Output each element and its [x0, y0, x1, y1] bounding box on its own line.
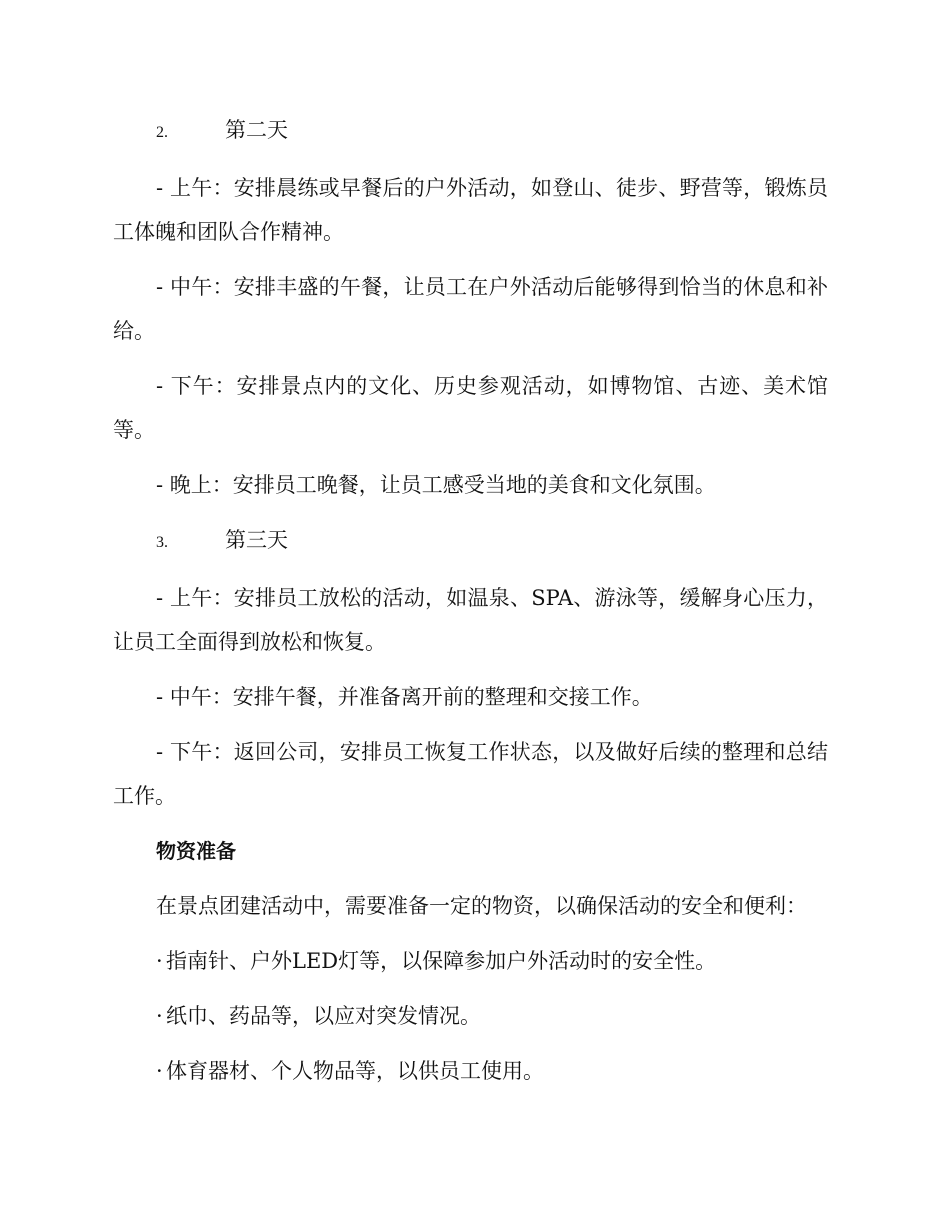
day2-morning: - 上午：安排晨练或早餐后的户外活动，如登山、徒步、野营等，锻炼员工体魄和团队合作精神。 — [113, 176, 828, 244]
document-page — [113, 108, 828, 1104]
bullet-icon: · — [156, 1004, 163, 1028]
day2-number: 2. — [156, 124, 168, 141]
day2-evening: - 晚上：安排员工晚餐，让员工感受当地的美食和文化氛围。 — [156, 473, 716, 497]
day3-title: 第三天 — [225, 528, 288, 552]
day3-number: 3. — [156, 534, 168, 551]
materials-item-text: 纸巾、药品等，以应对突发情况。 — [166, 1004, 481, 1028]
materials-item-1 — [113, 939, 828, 983]
materials-item-text: 指南针、户外LED灯等，以保障参加户外活动时的安全性。 — [166, 949, 717, 973]
day3-noon: - 中午：安排午餐，并准备离开前的整理和交接工作。 — [156, 685, 653, 709]
bullet-icon: · — [156, 1059, 163, 1083]
day3-heading — [113, 518, 828, 565]
day2-noon: - 中午：安排丰盛的午餐，让员工在户外活动后能够得到恰当的休息和补给。 — [113, 275, 828, 343]
bullet-icon: · — [156, 949, 163, 973]
day2-heading — [113, 108, 828, 155]
materials-item-2 — [113, 994, 828, 1038]
day3-afternoon: - 下午：返回公司，安排员工恢复工作状态，以及做好后续的整理和总结工作。 — [113, 740, 828, 808]
materials-item-3 — [113, 1049, 828, 1093]
materials-heading: 物资准备 — [156, 839, 236, 863]
materials-intro: 在景点团建活动中，需要准备一定的物资，以确保活动的安全和便利： — [156, 894, 807, 918]
materials-item-text: 体育器材、个人物品等，以供员工使用。 — [166, 1059, 544, 1083]
day3-morning: - 上午：安排员工放松的活动，如温泉、SPA、游泳等，缓解身心压力，让员工全面得到放松和恢复。 — [113, 586, 828, 654]
day2-title: 第二天 — [225, 118, 288, 142]
day2-afternoon: - 下午：安排景点内的文化、历史参观活动，如博物馆、古迹、美术馆等。 — [113, 374, 828, 442]
